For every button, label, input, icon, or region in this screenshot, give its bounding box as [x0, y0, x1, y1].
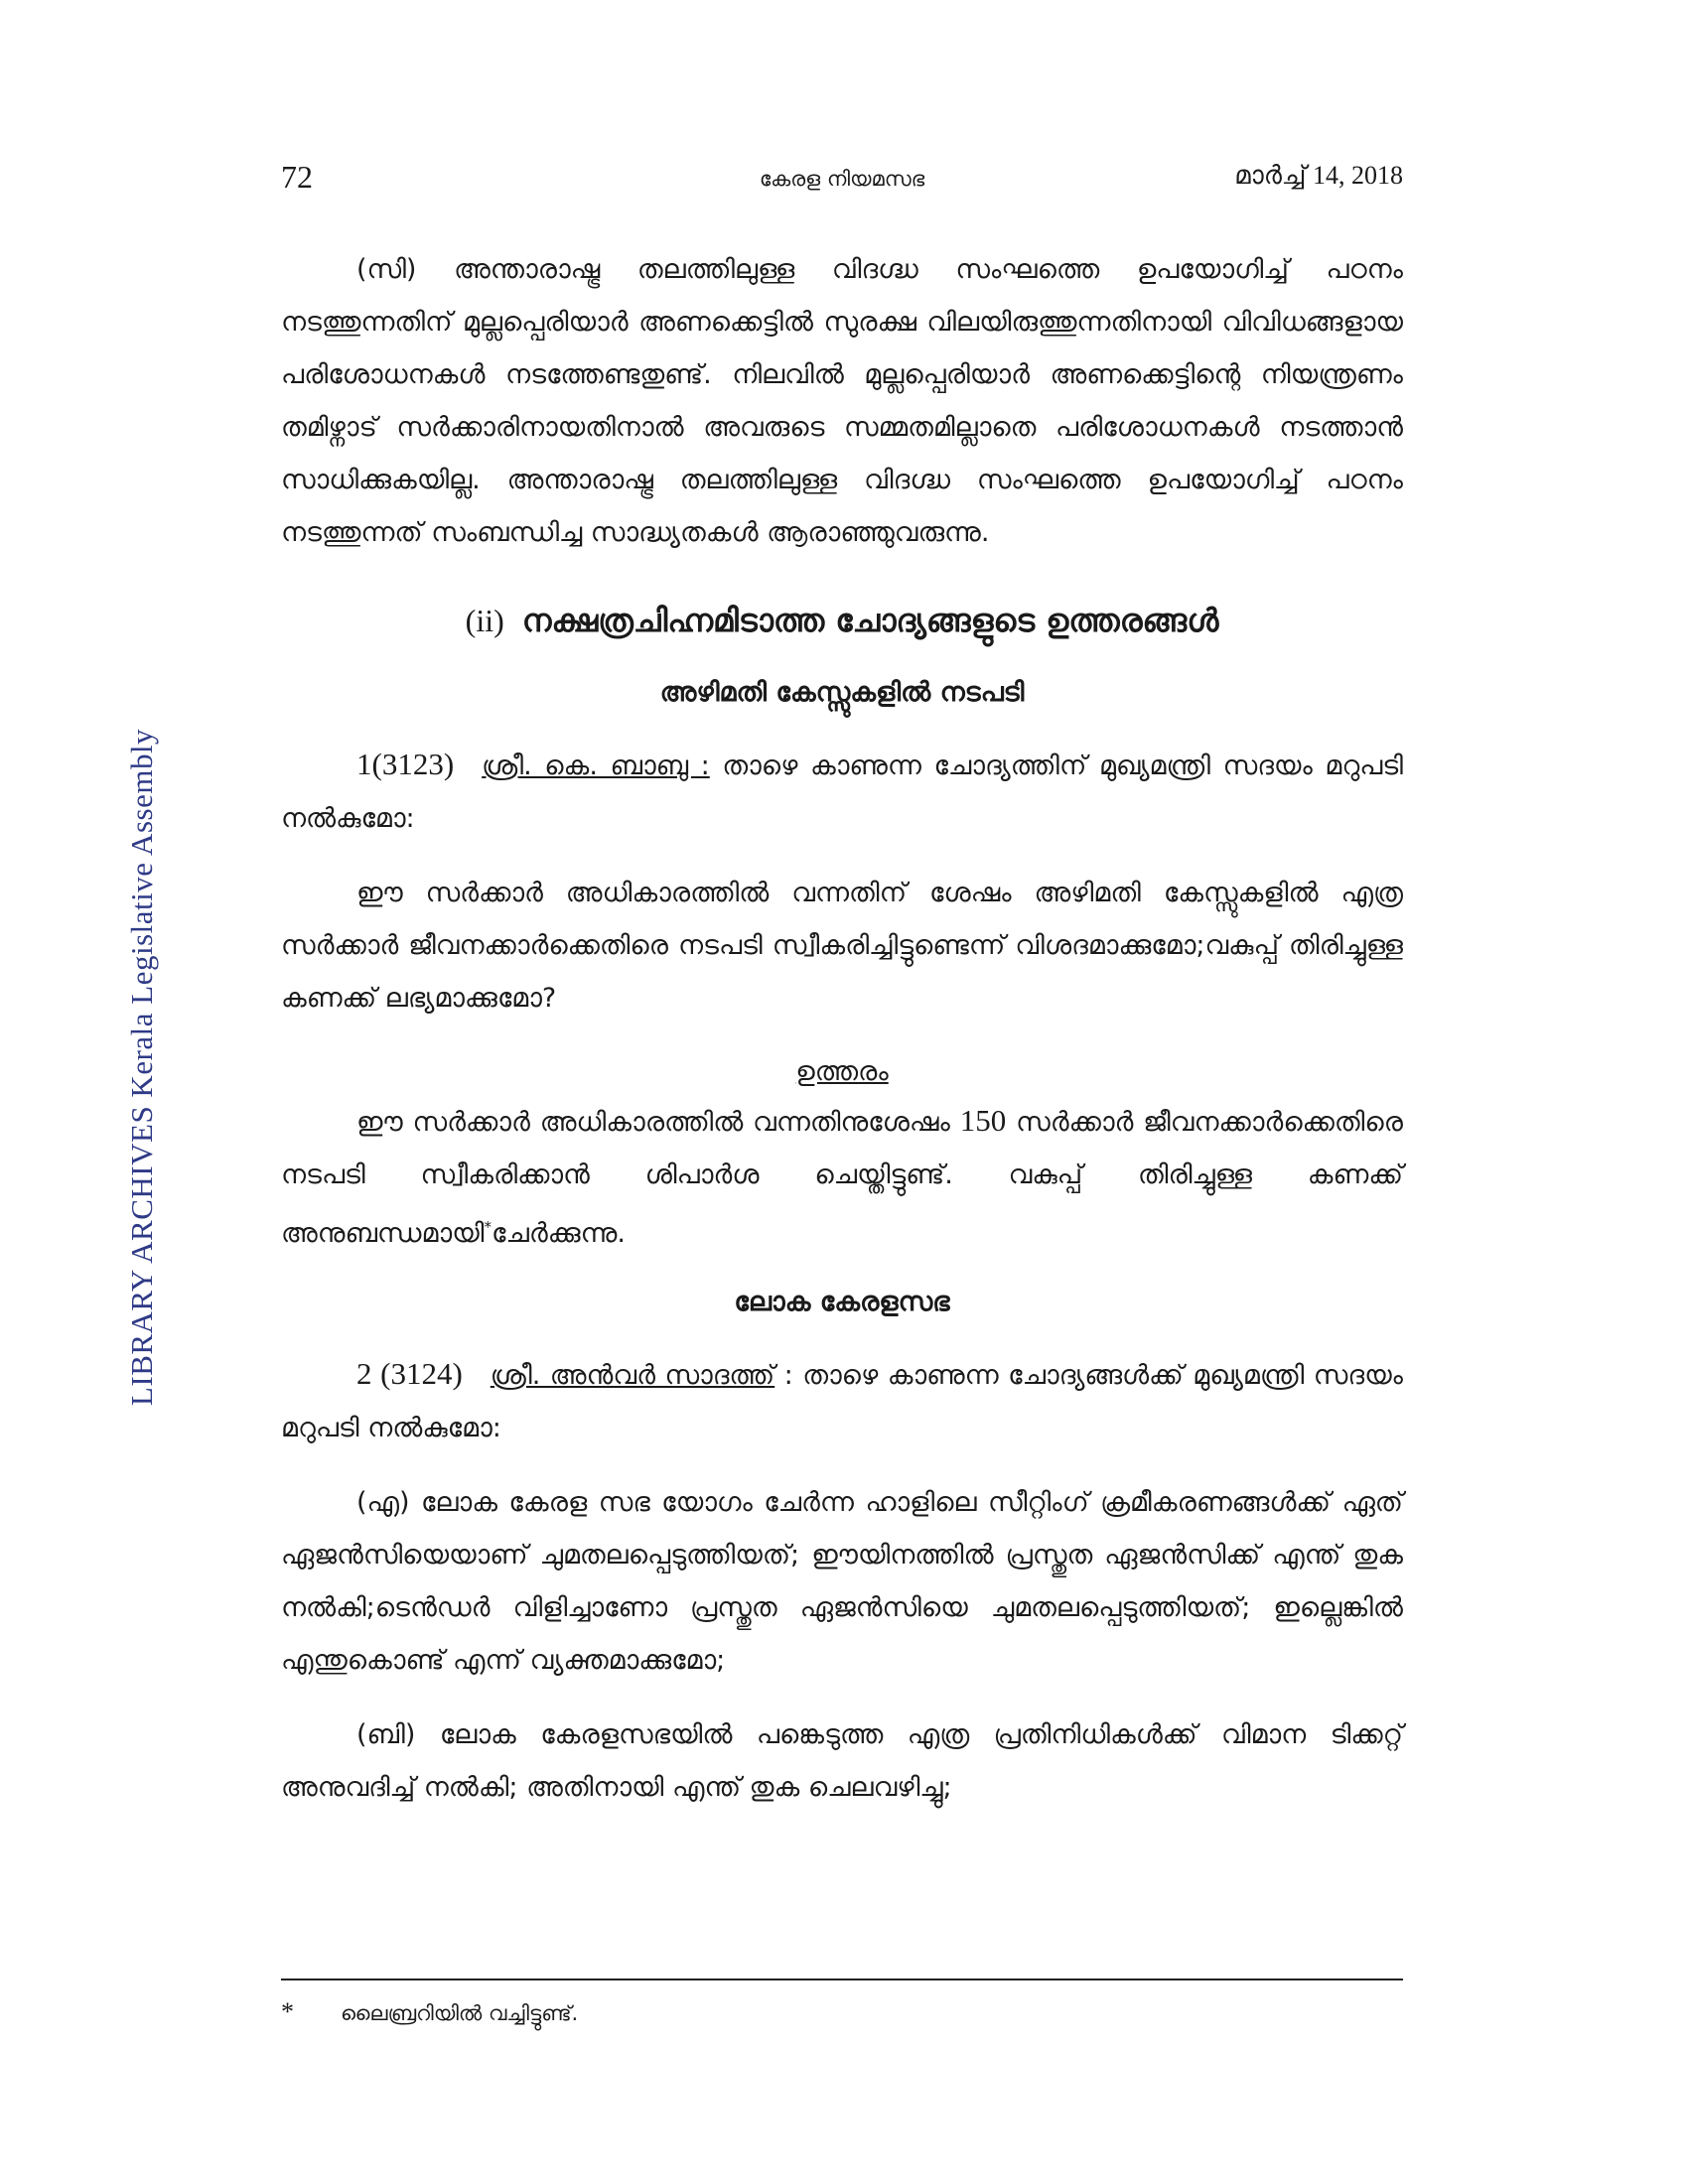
question-1-intro — [281, 738, 1403, 845]
answer-number: 150 — [959, 1103, 1007, 1138]
page-header — [281, 149, 1403, 208]
section-title: നക്ഷത്രചിഹ്നമിടാത്ത ചോദ്യങ്ങളുടെ ഉത്തരങ്ങൾ — [521, 602, 1219, 639]
section-heading — [281, 591, 1403, 650]
footnote-mark: * — [281, 1997, 294, 2026]
question-1-number: 1(3123) — [356, 747, 455, 781]
question-2-request: : താഴെ കാണുന്ന ചോദ്യങ്ങൾക്ക് മുഖ്യമന്ത്രി സദയം മറുപടി നൽകുമോ: — [281, 1360, 1403, 1443]
journal-title: കേരള നിയമസഭ — [759, 167, 925, 191]
question-1-subject: അഴിമതി കേസ്സുകളിൽ നടപടി — [659, 677, 1025, 708]
intro-paragraph: (സി) അന്താരാഷ്ട്ര തലത്തിലുള്ള വിദഗ്ദ്ധ സംഘത്തെ ഉപയോഗിച്ച് പഠനം നടത്തുന്നതിന് മുല്ലപ്പെരിയാർ അണക്കെട്ടിൽ സുരക്ഷ വിലയിരുത്തുന്നതിനായി വിവിധങ്ങളായ പരിശോധനകൾ നടത്തേണ്ടതുണ്ട്. നിലവിൽ മുല്ലപ്പെരിയാർ അണക്കെട്ടിന്റെ നിയന്ത്രണം തമിഴ്നാട് സർക്കാരിനായതിനാൽ അവരുടെ സമ്മതമില്ലാതെ പരിശോധനകൾ നടത്താൻ സാധിക്കുകയില്ല. അന്താരാഷ്ട്ര തലത്തിലുള്ള വിദഗ്ദ്ധ സംഘത്തെ ഉപയോഗിച്ച് പഠനം നടത്തുന്നത് സംബന്ധിച്ച സാദ്ധ്യതകൾ ആരാഞ്ഞുവരുന്നു. — [281, 254, 1403, 548]
answer-part-2: സർക്കാർ ജീവനക്കാർക്കെതിരെ നടപടി സ്വീകരിക്കാൻ ശിപാർശ ചെയ്തിട്ടുണ്ട്. വകുപ്പ് തിരിച്ചുള്ള കണക്ക് അനുബന്ധമായി — [281, 1107, 1403, 1249]
question-1-member: ശ്രീ. കെ. ബാബു : — [482, 751, 710, 781]
question-2-part-b: (ബി) ലോക കേരളസഭയിൽ പങ്കെടുത്ത എത്ര പ്രതിനിധികൾക്ക് വിമാന ടിക്കറ്റ് അനുവദിച്ച് നൽകി; അതിനായി എന്ത് തുക ചെലവഴിച്ചു; — [281, 1719, 1403, 1803]
question-1-answer — [281, 1094, 1403, 1260]
library-archives-watermark: LIBRARY ARCHIVES Kerala Legislative Assembly — [124, 728, 159, 1407]
answer-part-1: ഈ സർക്കാർ അധികാരത്തിൽ വന്നതിനുശേഷം — [356, 1107, 950, 1138]
question-2-intro — [281, 1347, 1403, 1454]
document-page — [281, 149, 1403, 1814]
question-1-text: ഈ സർക്കാർ അധികാരത്തിൽ വന്നതിന് ശേഷം അഴിമതി കേസ്സുകളിൽ എത്ര സർക്കാർ ജീവനക്കാർക്കെതിരെ നടപടി സ്വീകരിച്ചിട്ടുണ്ടെന്ന് വിശദമാക്കുമോ;വകുപ്പ് തിരിച്ചുള്ള കണക്ക് ലഭ്യമാക്കുമോ? — [281, 878, 1403, 1014]
answer-part-3: ചേർക്കുന്നു. — [492, 1218, 626, 1249]
footnote-text: ലൈബ്രറിയിൽ വച്ചിട്ടുണ്ട്. — [341, 2001, 579, 2025]
question-2-subject: ലോക കേരളസഭ — [734, 1287, 950, 1317]
question-2-member: ശ്രീ. അൻവർ സാദത്ത് — [490, 1360, 775, 1391]
footnote — [281, 1997, 578, 2027]
page-date: മാർച്ച് 14, 2018 — [1234, 161, 1403, 190]
answer-heading: ഉത്തരം — [795, 1056, 889, 1087]
section-numeral: (ii) — [465, 603, 504, 638]
question-1-request: താഴെ കാണുന്ന ചോദ്യത്തിന് മുഖ്യമന്ത്രി സദയം മറുപടി നൽകുമോ: — [281, 751, 1403, 834]
question-2-number: 2 (3124) — [356, 1356, 463, 1391]
question-2-part-a: (എ) ലോക കേരള സഭ യോഗം ചേർന്ന ഹാളിലെ സീറ്റിംഗ് ക്രമീകരണങ്ങൾക്ക് ഏത് ഏജൻസിയെയാണ് ചുമതലപ്പെടുത്തിയത്; ഈയിനത്തിൽ പ്രസ്തുത ഏജൻസിക്ക് എന്ത് തുക നൽകി;ടെൻഡർ വിളിച്ചാണോ പ്രസ്തുത ഏജൻസിയെ ചുമതലപ്പെടുത്തിയത്; ഇല്ലെങ്കിൽ എന്തുകൊണ്ട് എന്ന് വ്യക്തമാക്കുമോ; — [281, 1487, 1403, 1676]
answer-footnote-mark: * — [484, 1218, 492, 1236]
footnote-divider — [281, 1979, 1403, 1980]
page-number: 72 — [281, 159, 313, 195]
